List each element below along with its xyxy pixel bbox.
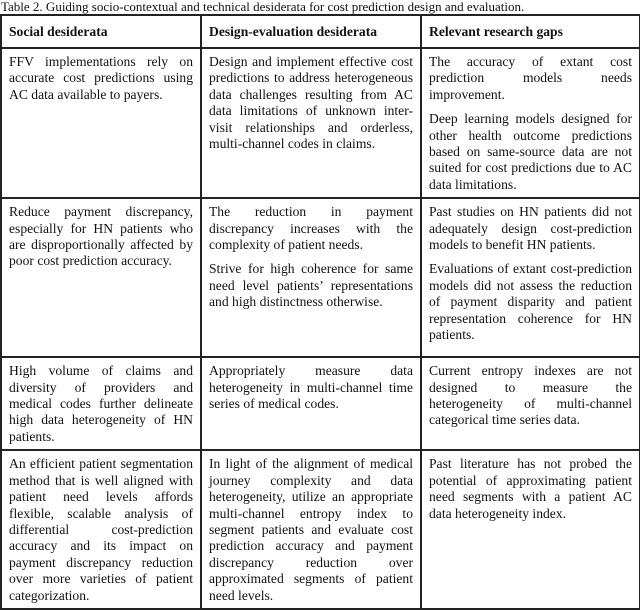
cell-paragraph: Deep learning models designed for other health outcome predictions based on same-source data are not suited for cost predictions due to AC data limitations. — [429, 111, 632, 192]
cell-paragraph: Strive for high coherence for same need level patients’ representations and high distinctness otherwise. — [209, 261, 413, 310]
cell-design — [201, 48, 421, 198]
cell-design — [201, 198, 421, 357]
table-row — [1, 198, 640, 357]
cell-paragraph: High volume of claims and diversity of providers and medical codes further delineate high data heterogeneity of HN patients. — [9, 363, 193, 444]
table-row — [1, 450, 640, 609]
cell-social — [1, 357, 201, 450]
cell-paragraph: The reduction in payment discrepancy increases with the complexity of patient needs. — [209, 204, 413, 253]
desiderata-table — [0, 14, 640, 610]
cell-social — [1, 48, 201, 198]
cell-paragraph: FFV implementations rely on accurate cost predictions using AC data available to payers. — [9, 54, 193, 102]
table-row — [1, 357, 640, 450]
cell-paragraph: The accuracy of extant cost prediction models needs improvement. — [429, 54, 632, 102]
cell-gaps — [421, 450, 640, 609]
table-caption: Table 2. Guiding socio-contextual and technical desiderata for cost prediction design and evaluation. — [1, 0, 525, 14]
cell-design — [201, 450, 421, 609]
header-social-desiderata: Social desiderata — [1, 15, 201, 48]
cell-paragraph: Appropriately measure data heterogeneity in multi-channel time series of medical codes. — [209, 363, 413, 412]
header-design-evaluation-desiderata: Design-evaluation desiderata — [201, 15, 421, 48]
cell-gaps — [421, 48, 640, 198]
cell-design — [201, 357, 421, 450]
cell-social — [1, 450, 201, 609]
cell-paragraph: In light of the alignment of medical journey complexity and data heterogeneity, utilize an appropriate multi-channel entropy index to segment patients and evaluate cost prediction accuracy and payment discrepancy reduction over approximated segments of patient need levels. — [209, 456, 413, 603]
cell-gaps — [421, 357, 640, 450]
cell-paragraph: Past studies on HN patients did not adequately design cost-prediction models to benefit HN patients. — [429, 204, 632, 253]
cell-paragraph: Current entropy indexes are not designed to measure the heterogeneity of multi-channel categorical time series data. — [429, 363, 632, 428]
cell-paragraph: An efficient patient segmentation method that is well aligned with patient need levels affords flexible, scalable analysis of differential cost-prediction accuracy and its impact on payment discrepancy reduction over more varieties of patient categorization. — [9, 456, 193, 603]
cell-paragraph: Reduce payment discrepancy, especially for HN patients who are disproportionally affected by poor cost prediction accuracy. — [9, 204, 193, 269]
header-row — [1, 15, 640, 48]
cell-paragraph: Evaluations of extant cost-prediction models did not assess the reduction of payment disparity and patient representation coherence for HN patients. — [429, 261, 632, 343]
cell-paragraph: Design and implement effective cost predictions to address heterogeneous data challenges resulting from AC data limitations of unknown inter-visit relationships and orderless, multi-channel codes in claims. — [209, 54, 413, 152]
header-relevant-research-gaps: Relevant research gaps — [421, 15, 640, 48]
cell-paragraph: Past literature has not probed the potential of approximating patient need segments with a patient AC data heterogeneity index. — [429, 456, 632, 521]
table-row — [1, 48, 640, 198]
cell-gaps — [421, 198, 640, 357]
cell-social — [1, 198, 201, 357]
